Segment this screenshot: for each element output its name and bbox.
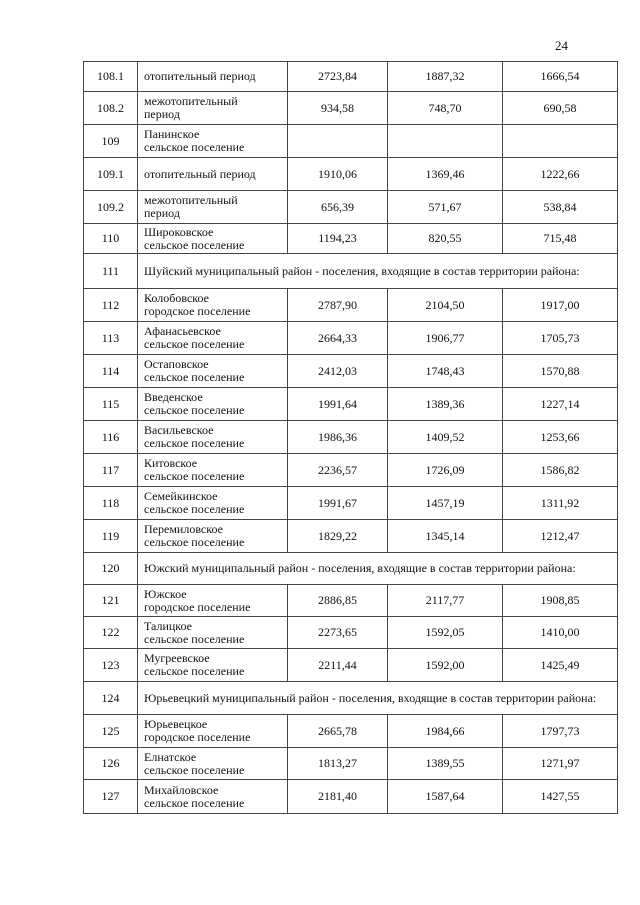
value-cell-1: 1829,22 — [288, 520, 388, 553]
value-cell-2: 1748,43 — [388, 355, 503, 388]
value-cell-1: 2412,03 — [288, 355, 388, 388]
value-cell-1 — [288, 125, 388, 158]
row-number-cell: 123 — [84, 649, 138, 682]
settlement-name-cell: Михайловское сельское поселение — [138, 780, 288, 814]
value-cell-2: 2104,50 — [388, 289, 503, 322]
value-cell-3 — [503, 125, 618, 158]
value-cell-2: 1726,09 — [388, 454, 503, 487]
table-row — [84, 617, 618, 649]
settlement-name-cell: отопительный период — [138, 158, 288, 191]
table-row — [84, 649, 618, 682]
settlement-name-cell: Васильевское сельское поселение — [138, 421, 288, 454]
value-cell-2: 1587,64 — [388, 780, 503, 814]
settlement-name-cell: Введенское сельское поселение — [138, 388, 288, 421]
value-cell-1: 2787,90 — [288, 289, 388, 322]
value-cell-3: 1410,00 — [503, 617, 618, 649]
value-cell-1: 1991,64 — [288, 388, 388, 421]
row-number-cell: 117 — [84, 454, 138, 487]
settlement-name-cell: межотопительный период — [138, 191, 288, 224]
table-row — [84, 355, 618, 388]
row-number-cell: 118 — [84, 487, 138, 520]
settlement-name-cell: Китовское сельское поселение — [138, 454, 288, 487]
row-number-cell: 120 — [84, 553, 138, 585]
value-cell-1: 934,58 — [288, 92, 388, 125]
value-cell-1: 2664,33 — [288, 322, 388, 355]
table-body — [84, 62, 618, 814]
settlement-name-cell: Перемиловское сельское поселение — [138, 520, 288, 553]
table-row — [84, 487, 618, 520]
row-number-cell: 112 — [84, 289, 138, 322]
row-number-cell: 109.2 — [84, 191, 138, 224]
value-cell-2: 1369,46 — [388, 158, 503, 191]
value-cell-1: 2181,40 — [288, 780, 388, 814]
value-cell-3: 1586,82 — [503, 454, 618, 487]
row-number-cell: 110 — [84, 224, 138, 254]
value-cell-2: 571,67 — [388, 191, 503, 224]
table-row — [84, 254, 618, 289]
value-cell-2: 1984,66 — [388, 715, 503, 748]
settlement-name-cell: Панинское сельское поселение — [138, 125, 288, 158]
value-cell-2: 1592,00 — [388, 649, 503, 682]
value-cell-3: 1425,49 — [503, 649, 618, 682]
table-row — [84, 224, 618, 254]
value-cell-3: 1908,85 — [503, 585, 618, 617]
table-row — [84, 388, 618, 421]
value-cell-2: 1906,77 — [388, 322, 503, 355]
value-cell-3: 1917,00 — [503, 289, 618, 322]
row-number-cell: 113 — [84, 322, 138, 355]
settlement-name-cell: отопительный период — [138, 62, 288, 92]
value-cell-1: 1813,27 — [288, 748, 388, 780]
value-cell-2: 1887,32 — [388, 62, 503, 92]
value-cell-2: 748,70 — [388, 92, 503, 125]
data-table — [83, 61, 618, 814]
settlement-name-cell: Семейкинское сельское поселение — [138, 487, 288, 520]
district-header-cell: Шуйский муниципальный район - поселения, входящие в состав территории района: — [138, 254, 618, 289]
table-row — [84, 62, 618, 92]
value-cell-2: 1389,55 — [388, 748, 503, 780]
table-row — [84, 585, 618, 617]
value-cell-3: 1797,73 — [503, 715, 618, 748]
value-cell-1: 656,39 — [288, 191, 388, 224]
row-number-cell: 127 — [84, 780, 138, 814]
table-row — [84, 191, 618, 224]
value-cell-1: 1986,36 — [288, 421, 388, 454]
settlement-name-cell: Остаповское сельское поселение — [138, 355, 288, 388]
row-number-cell: 108.1 — [84, 62, 138, 92]
value-cell-3: 1666,54 — [503, 62, 618, 92]
table-row — [84, 158, 618, 191]
value-cell-2: 2117,77 — [388, 585, 503, 617]
row-number-cell: 115 — [84, 388, 138, 421]
value-cell-3: 715,48 — [503, 224, 618, 254]
value-cell-3: 1222,66 — [503, 158, 618, 191]
settlement-name-cell: Афанасьевское сельское поселение — [138, 322, 288, 355]
row-number-cell: 109.1 — [84, 158, 138, 191]
value-cell-1: 2273,65 — [288, 617, 388, 649]
row-number-cell: 111 — [84, 254, 138, 289]
value-cell-1: 1194,23 — [288, 224, 388, 254]
value-cell-1: 2665,78 — [288, 715, 388, 748]
value-cell-3: 1227,14 — [503, 388, 618, 421]
district-header-cell: Южский муниципальный район - поселения, входящие в состав территории района: — [138, 553, 618, 585]
value-cell-3: 1253,66 — [503, 421, 618, 454]
settlement-name-cell: Талицкое сельское поселение — [138, 617, 288, 649]
settlement-name-cell: Мугреевское сельское поселение — [138, 649, 288, 682]
settlement-name-cell: Колобовское городское поселение — [138, 289, 288, 322]
value-cell-2: 1345,14 — [388, 520, 503, 553]
value-cell-3: 1427,55 — [503, 780, 618, 814]
settlement-name-cell: межотопительный период — [138, 92, 288, 125]
value-cell-2 — [388, 125, 503, 158]
table-row — [84, 289, 618, 322]
row-number-cell: 125 — [84, 715, 138, 748]
row-number-cell: 108.2 — [84, 92, 138, 125]
value-cell-2: 820,55 — [388, 224, 503, 254]
table-row — [84, 553, 618, 585]
row-number-cell: 124 — [84, 682, 138, 715]
settlement-name-cell: Южское городское поселение — [138, 585, 288, 617]
settlement-name-cell: Елнатское сельское поселение — [138, 748, 288, 780]
table-row — [84, 322, 618, 355]
table-row — [84, 715, 618, 748]
row-number-cell: 121 — [84, 585, 138, 617]
row-number-cell: 119 — [84, 520, 138, 553]
row-number-cell: 109 — [84, 125, 138, 158]
table-row — [84, 780, 618, 814]
value-cell-2: 1457,19 — [388, 487, 503, 520]
row-number-cell: 114 — [84, 355, 138, 388]
table-row — [84, 421, 618, 454]
value-cell-2: 1592,05 — [388, 617, 503, 649]
value-cell-1: 1991,67 — [288, 487, 388, 520]
value-cell-1: 2236,57 — [288, 454, 388, 487]
page-number: 24 — [555, 38, 568, 53]
table-row — [84, 92, 618, 125]
table-row — [84, 454, 618, 487]
value-cell-2: 1409,52 — [388, 421, 503, 454]
value-cell-1: 2723,84 — [288, 62, 388, 92]
table-row — [84, 520, 618, 553]
table-row — [84, 682, 618, 715]
row-number-cell: 126 — [84, 748, 138, 780]
value-cell-3: 1212,47 — [503, 520, 618, 553]
value-cell-3: 1705,73 — [503, 322, 618, 355]
value-cell-3: 690,58 — [503, 92, 618, 125]
row-number-cell: 116 — [84, 421, 138, 454]
settlement-name-cell: Широковское сельское поселение — [138, 224, 288, 254]
value-cell-3: 1570,88 — [503, 355, 618, 388]
value-cell-3: 538,84 — [503, 191, 618, 224]
table-row — [84, 748, 618, 780]
table-row — [84, 125, 618, 158]
value-cell-1: 2211,44 — [288, 649, 388, 682]
value-cell-1: 2886,85 — [288, 585, 388, 617]
value-cell-3: 1311,92 — [503, 487, 618, 520]
value-cell-1: 1910,06 — [288, 158, 388, 191]
settlement-name-cell: Юрьевецкое городское поселение — [138, 715, 288, 748]
value-cell-3: 1271,97 — [503, 748, 618, 780]
row-number-cell: 122 — [84, 617, 138, 649]
value-cell-2: 1389,36 — [388, 388, 503, 421]
district-header-cell: Юрьевецкий муниципальный район - поселения, входящие в состав территории района: — [138, 682, 618, 715]
